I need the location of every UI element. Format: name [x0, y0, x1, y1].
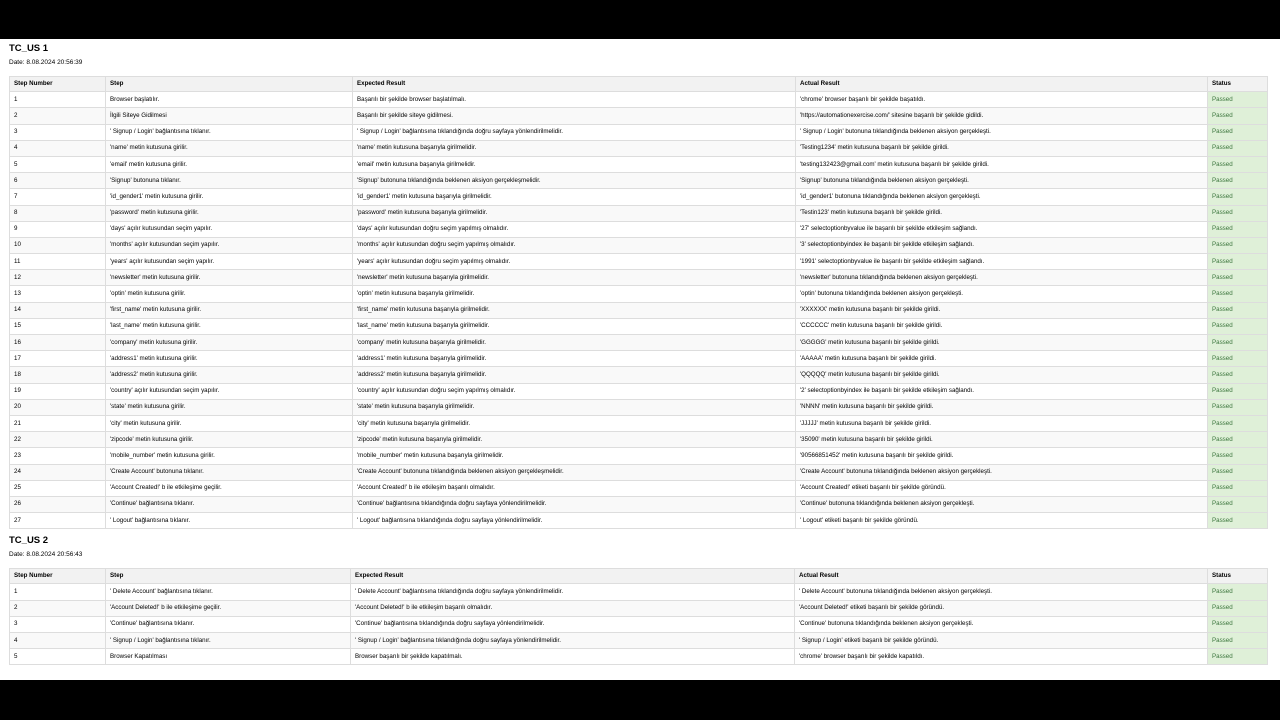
cell-expected-result: ' Signup / Login' bağlantısına tıklandığında doğru sayfaya yönlendirilmelidir. — [351, 633, 795, 649]
status-badge: Passed — [1208, 464, 1268, 480]
cell-actual-result: 'Testin123' metin kutusuna başarılı bir şekilde girildi. — [796, 205, 1208, 221]
cell-step: 'country' açılır kutusundan seçim yapılır. — [106, 383, 353, 399]
table-row — [10, 108, 1268, 124]
cell-step: 'optin' metin kutusuna girilir. — [106, 286, 353, 302]
status-badge: Passed — [1208, 173, 1268, 189]
table-row — [10, 351, 1268, 367]
cell-step-number: 15 — [10, 318, 106, 334]
status-badge: Passed — [1208, 156, 1268, 172]
table-row — [10, 302, 1268, 318]
table-row — [10, 189, 1268, 205]
cell-actual-result: 'GGGGG' metin kutusuna başarılı bir şekilde girildi. — [796, 335, 1208, 351]
cell-expected-result: 'Continue' bağlantısına tıklandığında doğru sayfaya yönlendirilmelidir. — [351, 616, 795, 632]
cell-actual-result: '35090' metin kutusuna başarılı bir şekilde girildi. — [796, 432, 1208, 448]
table-row — [10, 318, 1268, 334]
cell-step-number: 4 — [10, 633, 106, 649]
cell-step: ' Delete Account' bağlantısına tıklanır. — [106, 584, 351, 600]
status-badge: Passed — [1208, 351, 1268, 367]
cell-step-number: 18 — [10, 367, 106, 383]
cell-expected-result: 'password' metin kutusuna başarıyla girilmelidir. — [353, 205, 796, 221]
cell-actual-result: 'https://automationexercise.com/' sitesine başarılı bir şekilde gidildi. — [796, 108, 1208, 124]
cell-actual-result: 'testing132423@gmail.com' metin kutusuna başarılı bir şekilde girildi. — [796, 156, 1208, 172]
header-step-number: Step Number — [10, 77, 106, 92]
cell-expected-result: 'Signup' butonuna tıklandığında beklenen aksiyon gerçekleşmelidir. — [353, 173, 796, 189]
status-badge: Passed — [1208, 432, 1268, 448]
cell-step-number: 4 — [10, 140, 106, 156]
test-section-2 — [9, 535, 1267, 665]
header-expected-result: Expected Result — [351, 569, 795, 584]
cell-expected-result: 'optin' metin kutusuna başarıyla girilmelidir. — [353, 286, 796, 302]
cell-actual-result: ' Signup / Login' butonuna tıklandığında beklenen aksiyon gerçekleşti. — [796, 124, 1208, 140]
table-header-row — [10, 569, 1268, 584]
cell-step: Browser Kapatılması — [106, 649, 351, 665]
cell-expected-result: 'first_name' metin kutusuna başarıyla girilmelidir. — [353, 302, 796, 318]
cell-step: 'Create Account' butonuna tıklanır. — [106, 464, 353, 480]
table-row — [10, 173, 1268, 189]
section-title: TC_US 1 — [9, 43, 49, 54]
cell-step-number: 2 — [10, 600, 106, 616]
table-row — [10, 383, 1268, 399]
table-row — [10, 140, 1268, 156]
cell-actual-result: '1991' selectoptionbyvalue ile başarılı bir şekilde etkileşim sağlandı. — [796, 254, 1208, 270]
cell-step-number: 7 — [10, 189, 106, 205]
cell-actual-result: '2' selectoptionbyindex ile başarılı bir şekilde etkileşim sağlandı. — [796, 383, 1208, 399]
header-step: Step — [106, 569, 351, 584]
cell-step-number: 11 — [10, 254, 106, 270]
cell-step-number: 1 — [10, 584, 106, 600]
cell-actual-result: '90566851452' metin kutusuna başarılı bir şekilde girildi. — [796, 448, 1208, 464]
status-badge: Passed — [1208, 92, 1268, 108]
header-status: Status — [1208, 569, 1268, 584]
header-step-number: Step Number — [10, 569, 106, 584]
table-row — [10, 464, 1268, 480]
cell-step-number: 23 — [10, 448, 106, 464]
cell-step-number: 27 — [10, 513, 106, 529]
cell-step: 'city' metin kutusuna girilir. — [106, 415, 353, 431]
table-row — [10, 584, 1268, 600]
test-section-1 — [9, 43, 1267, 529]
cell-actual-result: 'QQQQQ' metin kutusuna başarılı bir şekilde girildi. — [796, 367, 1208, 383]
cell-step-number: 26 — [10, 496, 106, 512]
cell-step: ' Signup / Login' bağlantısına tıklanır. — [106, 633, 351, 649]
cell-step-number: 20 — [10, 399, 106, 415]
cell-step: 'Continue' bağlantısına tıklanır. — [106, 496, 353, 512]
cell-expected-result: 'Account Deleted!' b ile etkileşim başarılı olmalıdır. — [351, 600, 795, 616]
cell-step: ' Logout' bağlantısına tıklanır. — [106, 513, 353, 529]
cell-step-number: 14 — [10, 302, 106, 318]
cell-step: 'company' metin kutusuna girilir. — [106, 335, 353, 351]
cell-actual-result: 'Signup' butonuna tıklandığında beklenen aksiyon gerçekleşti. — [796, 173, 1208, 189]
cell-step-number: 10 — [10, 237, 106, 253]
cell-actual-result: ' Logout' etiketi başarılı bir şekilde göründü. — [796, 513, 1208, 529]
status-badge: Passed — [1208, 108, 1268, 124]
cell-actual-result: 'CCCCCC' metin kutusuna başarılı bir şekilde girildi. — [796, 318, 1208, 334]
cell-expected-result: 'newsletter' metin kutusuna başarıyla girilmelidir. — [353, 270, 796, 286]
cell-expected-result: Başarılı bir şekilde siteye gidilmesi. — [353, 108, 796, 124]
report-content — [0, 39, 1280, 665]
table-row — [10, 513, 1268, 529]
status-badge: Passed — [1208, 600, 1268, 616]
table-row — [10, 335, 1268, 351]
table-row — [10, 633, 1268, 649]
cell-step-number: 24 — [10, 464, 106, 480]
status-badge: Passed — [1208, 649, 1268, 665]
cell-step-number: 5 — [10, 649, 106, 665]
cell-step: 'days' açılır kutusundan seçim yapılır. — [106, 221, 353, 237]
status-badge: Passed — [1208, 480, 1268, 496]
cell-actual-result: 'XXXXXX' metin kutusuna başarılı bir şekilde girildi. — [796, 302, 1208, 318]
cell-step: 'name' metin kutusuna girilir. — [106, 140, 353, 156]
table-row — [10, 480, 1268, 496]
status-badge: Passed — [1208, 270, 1268, 286]
section-date: Date: 8.08.2024 20:56:39 — [9, 59, 83, 66]
table-row — [10, 432, 1268, 448]
cell-expected-result: 'id_gender1' metin kutusuna başarıyla girilmelidir. — [353, 189, 796, 205]
cell-expected-result: Browser başarılı bir şekilde kapatılmalı. — [351, 649, 795, 665]
cell-expected-result: 'email' metin kutusuna başarıyla girilmelidir. — [353, 156, 796, 172]
cell-actual-result: 'Continue' butonuna tıklandığında beklenen aksiyon gerçekleşti. — [795, 616, 1208, 632]
status-badge: Passed — [1208, 448, 1268, 464]
cell-actual-result: 'chrome' browser başarılı bir şekilde kapatıldı. — [795, 649, 1208, 665]
cell-expected-result: 'months' açılır kutusundan doğru seçim yapılmış olmalıdır. — [353, 237, 796, 253]
section-title: TC_US 2 — [9, 535, 49, 547]
cell-step: 'Signup' butonuna tıklanır. — [106, 173, 353, 189]
table-row — [10, 254, 1268, 270]
cell-step: ' Signup / Login' bağlantısına tıklanır. — [106, 124, 353, 140]
status-badge: Passed — [1208, 496, 1268, 512]
cell-expected-result: 'country' açılır kutusundan doğru seçim yapılmış olmalıdır. — [353, 383, 796, 399]
cell-step-number: 13 — [10, 286, 106, 302]
status-badge: Passed — [1208, 286, 1268, 302]
cell-expected-result: 'state' metin kutusuna başarıyla girilmelidir. — [353, 399, 796, 415]
status-badge: Passed — [1208, 415, 1268, 431]
cell-step: 'years' açılır kutusundan seçim yapılır. — [106, 254, 353, 270]
cell-actual-result: 'id_gender1' butonuna tıklandığında beklenen aksiyon gerçekleşti. — [796, 189, 1208, 205]
header-actual-result: Actual Result — [795, 569, 1208, 584]
cell-actual-result: 'optin' butonuna tıklandığında beklenen aksiyon gerçekleşti. — [796, 286, 1208, 302]
cell-expected-result: 'days' açılır kutusundan doğru seçim yapılmış olmalıdır. — [353, 221, 796, 237]
cell-actual-result: 'AAAAA' metin kutusuna başarılı bir şekilde girildi. — [796, 351, 1208, 367]
table-row — [10, 399, 1268, 415]
status-badge: Passed — [1208, 254, 1268, 270]
header-expected-result: Expected Result — [353, 77, 796, 92]
cell-step: 'Continue' bağlantısına tıklanır. — [106, 616, 351, 632]
cell-expected-result: ' Delete Account' bağlantısına tıklandığında doğru sayfaya yönlendirilmelidir. — [351, 584, 795, 600]
cell-expected-result: 'last_name' metin kutusuna başarıyla girilmelidir. — [353, 318, 796, 334]
status-badge: Passed — [1208, 383, 1268, 399]
table-body — [10, 92, 1268, 529]
status-badge: Passed — [1208, 633, 1268, 649]
cell-actual-result: 'JJJJJ' metin kutusuna başarılı bir şekilde girildi. — [796, 415, 1208, 431]
table-row — [10, 221, 1268, 237]
status-badge: Passed — [1208, 335, 1268, 351]
status-badge: Passed — [1208, 221, 1268, 237]
table-row — [10, 415, 1268, 431]
cell-step-number: 5 — [10, 156, 106, 172]
cell-step-number: 9 — [10, 221, 106, 237]
cell-step: 'months' açılır kutusundan seçim yapılır. — [106, 237, 353, 253]
cell-actual-result: 'Continue' butonuna tıklandığında beklenen aksiyon gerçekleşti. — [796, 496, 1208, 512]
cell-step-number: 6 — [10, 173, 106, 189]
cell-step-number: 17 — [10, 351, 106, 367]
cell-expected-result: 'address1' metin kutusuna başarıyla girilmelidir. — [353, 351, 796, 367]
cell-actual-result: 'Account Deleted!' etiketi başarılı bir şekilde göründü. — [795, 600, 1208, 616]
status-badge: Passed — [1208, 367, 1268, 383]
table-row — [10, 270, 1268, 286]
cell-step-number: 19 — [10, 383, 106, 399]
cell-expected-result: 'Continue' bağlantısına tıklandığında doğru sayfaya yönlendirilmelidir. — [353, 496, 796, 512]
table-body — [10, 584, 1268, 665]
table-header-row — [10, 77, 1268, 92]
cell-step: Browser başlatılır. — [106, 92, 353, 108]
cell-actual-result: 'NNNN' metin kutusuna başarılı bir şekilde girildi. — [796, 399, 1208, 415]
cell-step: 'newsletter' metin kutusuna girilir. — [106, 270, 353, 286]
cell-step: 'mobile_number' metin kutusuna girilir. — [106, 448, 353, 464]
status-badge: Passed — [1208, 513, 1268, 529]
status-badge: Passed — [1208, 124, 1268, 140]
cell-actual-result: 'Create Account' butonuna tıklandığında beklenen aksiyon gerçekleşti. — [796, 464, 1208, 480]
table-row — [10, 496, 1268, 512]
cell-actual-result: ' Signup / Login' etiketi başarılı bir şekilde göründü. — [795, 633, 1208, 649]
cell-step: 'zipcode' metin kutusuna girilir. — [106, 432, 353, 448]
status-badge: Passed — [1208, 616, 1268, 632]
cell-step-number: 22 — [10, 432, 106, 448]
report-page — [0, 39, 1280, 680]
cell-step: 'email' metin kutusuna girilir. — [106, 156, 353, 172]
cell-step: 'password' metin kutusuna girilir. — [106, 205, 353, 221]
cell-step: 'address1' metin kutusuna girilir. — [106, 351, 353, 367]
cell-expected-result: 'name' metin kutusuna başarıyla girilmelidir. — [353, 140, 796, 156]
cell-expected-result: 'Account Created!' b ile etkileşim başarılı olmalıdır. — [353, 480, 796, 496]
table-row — [10, 367, 1268, 383]
results-table — [9, 76, 1268, 529]
cell-actual-result: 'chrome' browser başarılı bir şekilde başatıldı. — [796, 92, 1208, 108]
cell-step-number: 12 — [10, 270, 106, 286]
table-row — [10, 448, 1268, 464]
cell-step: İlgili Siteye Gidilmesi — [106, 108, 353, 124]
status-badge: Passed — [1208, 302, 1268, 318]
cell-actual-result: 'newsletter' butonuna tıklandığında beklenen aksiyon gerçekleşti. — [796, 270, 1208, 286]
status-badge: Passed — [1208, 140, 1268, 156]
status-badge: Passed — [1208, 584, 1268, 600]
table-row — [10, 649, 1268, 665]
cell-step-number: 1 — [10, 92, 106, 108]
status-badge: Passed — [1208, 189, 1268, 205]
status-badge: Passed — [1208, 318, 1268, 334]
cell-step-number: 2 — [10, 108, 106, 124]
header-status: Status — [1208, 77, 1268, 92]
cell-step: 'state' metin kutusuna girilir. — [106, 399, 353, 415]
cell-step-number: 25 — [10, 480, 106, 496]
results-table — [9, 568, 1268, 665]
cell-expected-result: 'zipcode' metin kutusuna başarıyla girilmelidir. — [353, 432, 796, 448]
cell-step-number: 3 — [10, 124, 106, 140]
table-row — [10, 205, 1268, 221]
status-badge: Passed — [1208, 237, 1268, 253]
cell-expected-result: ' Logout' bağlantısına tıklandığında doğru sayfaya yönlendirilmelidir. — [353, 513, 796, 529]
cell-step: 'last_name' metin kutusuna girilir. — [106, 318, 353, 334]
cell-step: 'Account Deleted!' b ile etkileşime geçilir. — [106, 600, 351, 616]
header-step: Step — [106, 77, 353, 92]
table-row — [10, 92, 1268, 108]
cell-expected-result: ' Signup / Login' bağlantısına tıklandığında doğru sayfaya yönlendirilmelidir. — [353, 124, 796, 140]
table-row — [10, 237, 1268, 253]
table-row — [10, 600, 1268, 616]
cell-actual-result: ' Delete Account' butonuna tıklandığında beklenen aksiyon gerçekleşti. — [795, 584, 1208, 600]
cell-actual-result: '27' selectoptionbyvalue ile başarılı bir şekilde etkileşim sağlandı. — [796, 221, 1208, 237]
cell-expected-result: 'company' metin kutusuna başarıyla girilmelidir. — [353, 335, 796, 351]
cell-actual-result: 'Account Created!' etiketi başarılı bir şekilde göründü. — [796, 480, 1208, 496]
cell-actual-result: 'Testing1234' metin kutusuna başarılı bir şekilde girildi. — [796, 140, 1208, 156]
cell-expected-result: 'Create Account' butonuna tıklandığında beklenen aksiyon gerçekleşmelidir. — [353, 464, 796, 480]
table-row — [10, 286, 1268, 302]
cell-step-number: 3 — [10, 616, 106, 632]
cell-step: 'address2' metin kutusuna girilir. — [106, 367, 353, 383]
cell-expected-result: 'years' açılır kutusundan doğru seçim yapılmış olmalıdır. — [353, 254, 796, 270]
status-badge: Passed — [1208, 205, 1268, 221]
section-date: Date: 8.08.2024 20:56:43 — [9, 551, 83, 559]
cell-step-number: 21 — [10, 415, 106, 431]
cell-expected-result: 'city' metin kutusuna başarıyla girilmelidir. — [353, 415, 796, 431]
cell-step-number: 16 — [10, 335, 106, 351]
header-actual-result: Actual Result — [796, 77, 1208, 92]
cell-expected-result: Başarılı bir şekilde browser başlatılmalı. — [353, 92, 796, 108]
table-row — [10, 156, 1268, 172]
table-row — [10, 124, 1268, 140]
cell-expected-result: 'address2' metin kutusuna başarıyla girilmelidir. — [353, 367, 796, 383]
cell-actual-result: '3' selectoptionbyindex ile başarılı bir şekilde etkileşim sağlandı. — [796, 237, 1208, 253]
status-badge: Passed — [1208, 399, 1268, 415]
cell-expected-result: 'mobile_number' metin kutusuna başarıyla girilmelidir. — [353, 448, 796, 464]
cell-step-number: 8 — [10, 205, 106, 221]
cell-step: 'id_gender1' metin kutusuna girilir. — [106, 189, 353, 205]
cell-step: 'first_name' metin kutusuna girilir. — [106, 302, 353, 318]
cell-step: 'Account Created!' b ile etkileşime geçilir. — [106, 480, 353, 496]
table-row — [10, 616, 1268, 632]
